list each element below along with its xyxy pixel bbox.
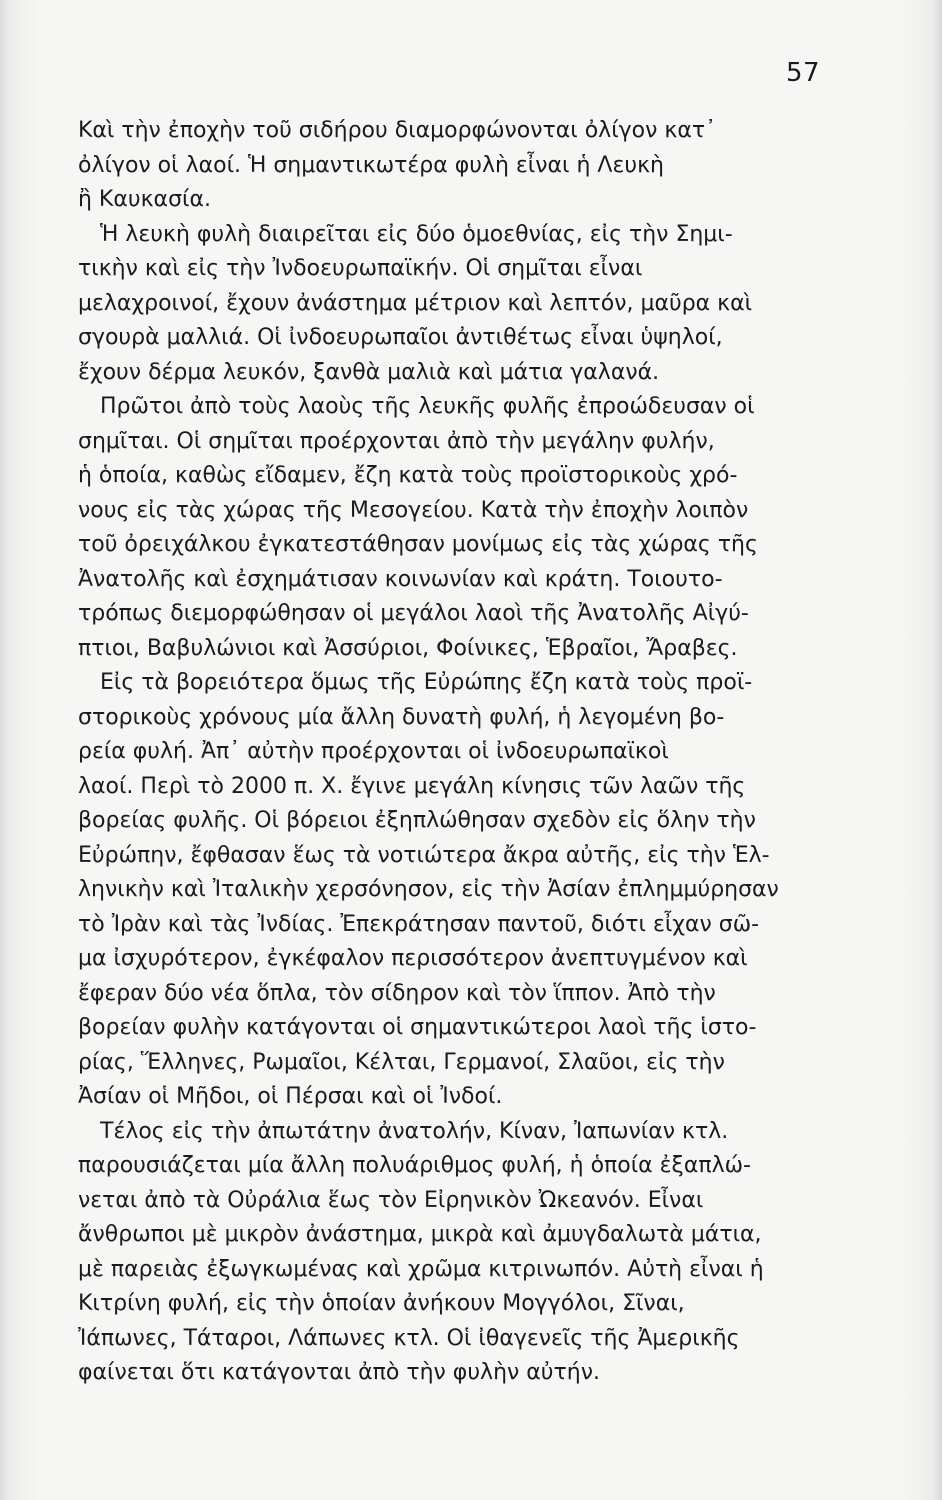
text-line: στορικοὺς χρόνους μία ἄλλη δυνατὴ φυλή, ἡ λεγομένη βο- [78,704,725,730]
text-line: βορείαν φυλὴν κατάγονται οἱ σημαντικώτεροι λαοὶ τῆς ἱστο- [78,1015,757,1040]
text-line: ληνικὴν καὶ Ἰταλικὴν χερσόνησον, εἰς τὴν Ἀσίαν ἐπλημμύρησαν [78,877,779,902]
text-line: ἡ ὁποία, καθὼς εἴδαμεν, ἔζη κατὰ τοὺς προϊστορικοὺς χρό- [78,463,738,488]
text-line: τικὴν καὶ εἰς τὴν Ἰνδοευρωπαϊκήν. Οἱ σημῖται εἶναι [78,256,643,281]
text-line: Ἀσίαν οἱ Μῆδοι, οἱ Πέρσαι καὶ οἱ Ἰνδοί. [78,1084,503,1109]
text-line: παρουσιάζεται μία ἄλλη πολυάριθμος φυλή, ἡ ὁποία ἐξαπλώ- [78,1153,751,1178]
text-line: πτιοι, Βαβυλώνιοι καὶ Ἀσσύριοι, Φοίνικες, Ἑβραῖοι, Ἄραβες. [78,635,738,661]
text-line: σημῖται. Οἱ σημῖται προέρχονται ἀπὸ τὴν μεγάλην φυλήν, [78,428,715,454]
text-line: Ἀνατολῆς καὶ ἐσχημάτισαν κοινωνίαν καὶ κράτη. Τοιουτο- [78,566,723,592]
text-line: μα ἰσχυρότερον, ἐγκέφαλον περισσότερον ἀνεπτυγμένον καὶ [78,946,748,971]
text-line: Πρῶτοι ἀπὸ τοὺς λαοὺς τῆς λευκῆς φυλῆς ἐπροώδευσαν οἱ [100,394,755,419]
body-text [78,114,842,1391]
text-line: Εὐρώπην, ἔφθασαν ἕως τὰ νοτιώτερα ἄκρα αὐτῆς, εἰς τὴν Ἑλ- [78,842,770,868]
page-number: 57 [786,58,821,88]
text-line: βορείας φυλῆς. Οἱ βόρειοι ἐξηπλώθησαν σχεδὸν εἰς ὅλην τὴν [78,808,756,833]
text-line: μελαχροινοί, ἔχουν ἀνάστημα μέτριον καὶ λεπτόν, μαῦρα καὶ [78,290,753,316]
text-line: ὀλίγον οἱ λαοί. Ἡ σημαντικωτέρα φυλὴ εἶναι ἡ Λευκὴ [78,152,664,178]
text-line: ἢ Καυκασία. [78,187,211,212]
text-line: νεται ἀπὸ τὰ Οὐράλια ἕως τὸν Εἰρηνικὸν Ὠκεανόν. Εἶναι [78,1187,704,1213]
text-line: τρόπως διεμορφώθησαν οἱ μεγάλοι λαοὶ τῆς Ἀνατολῆς Αἰγύ- [78,601,749,626]
text-line: νους εἰς τὰς χώρας τῆς Μεσογείου. Κατὰ τὴν ἐποχὴν λοιπὸν [78,497,749,523]
text-line: Εἰς τὰ βορειότερα ὅμως τῆς Εὐρώπης ἔζη κατὰ τοὺς προϊ- [100,670,753,695]
text-line: ἄνθρωποι μὲ μικρὸν ἀνάστημα, μικρὰ καὶ ἀμυγδαλωτὰ μάτια, [78,1222,762,1247]
text-line: μὲ παρειὰς ἐξωγκωμένας καὶ χρῶμα κιτρινωπόν. Αὐτὴ εἶναι ἡ [78,1256,764,1282]
text-line: ρεία φυλή. Ἀπ᾽ αὐτὴν προέρχονται οἱ ἰνδοευρωπαϊκοὶ [78,739,669,764]
text-line: Ἰάπωνες, Τάταροι, Λάπωνες κτλ. Οἱ ἰθαγενεῖς τῆς Ἀμερικῆς [78,1325,740,1351]
text-line: Καὶ τὴν ἐποχὴν τοῦ σιδήρου διαμορφώνονται ὀλίγον κατ᾽ [78,118,717,143]
text-line: τοῦ ὀρειχάλκου ἐγκατεστάθησαν μονίμως εἰς τὰς χώρας τῆς [78,532,758,557]
text-line: Τέλος εἰς τὴν ἀπωτάτην ἀνατολήν, Κίναν, Ἰαπωνίαν κτλ. [100,1118,729,1144]
text-line: λαοί. Περὶ τὸ 2000 π. Χ. ἔγινε μεγάλη κίνησις τῶν λαῶν τῆς [78,773,746,799]
text-line: ἔχουν δέρμα λευκόν, ξανθὰ μαλιὰ καὶ μάτια γαλανά. [78,359,660,385]
text-line: τὸ Ἰρὰν καὶ τὰς Ἰνδίας. Ἐπεκράτησαν παντοῦ, διότι εἶχαν σῶ- [78,911,760,937]
text-line: Κιτρίνη φυλή, εἰς τὴν ὁποίαν ἀνήκουν Μογγόλοι, Σῖναι, [78,1291,685,1316]
text-line: φαίνεται ὅτι κατάγονται ἀπὸ τὴν φυλὴν αὐτήν. [78,1360,600,1385]
text-line: Ἡ λευκὴ φυλὴ διαιρεῖται εἰς δύο ὁμοεθνίας, εἰς τὴν Σημι- [100,221,733,247]
text-line: σγουρὰ μαλλιά. Οἱ ἰνδοευρωπαῖοι ἀντιθέτως εἶναι ὑψηλοί, [78,325,723,350]
text-line: ρίας, Ἕλληνες, Ρωμαῖοι, Κέλται, Γερμανοί, Σλαῦοι, εἰς τὴν [78,1049,725,1075]
text-line: ἔφεραν δύο νέα ὅπλα, τὸν σίδηρον καὶ τὸν ἵππον. Ἀπὸ τὴν [78,980,716,1006]
